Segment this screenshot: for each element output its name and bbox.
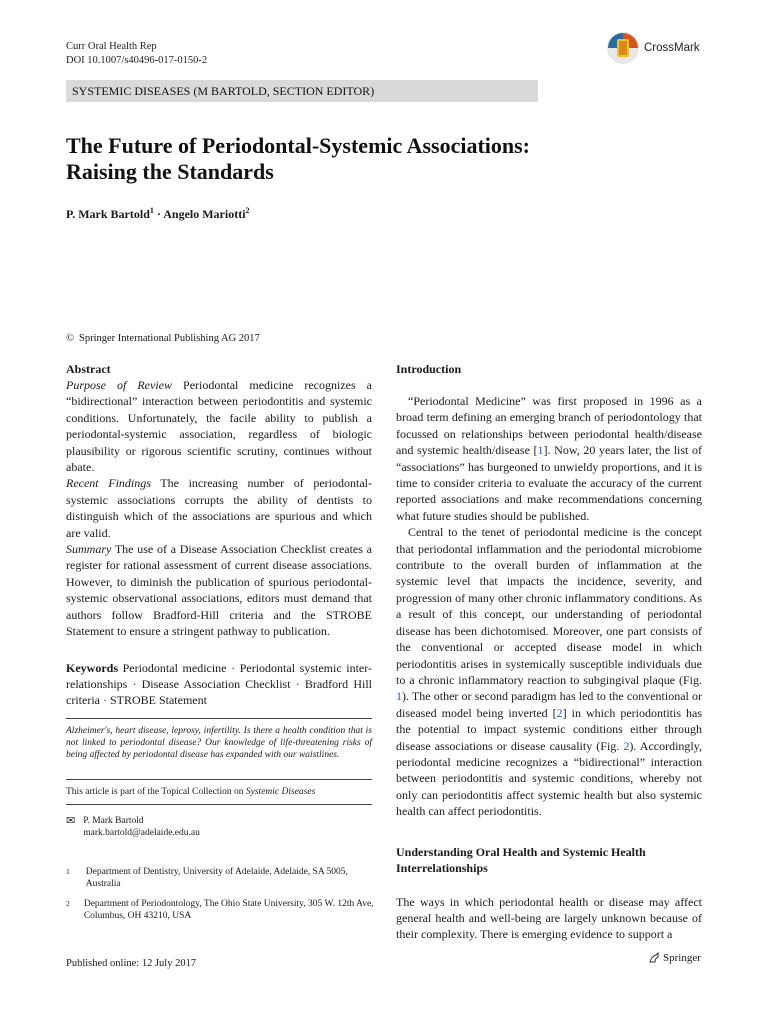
copyright-line	[66, 333, 260, 344]
author-2[interactable]: Angelo Mariotti	[163, 207, 246, 221]
author-1[interactable]: P. Mark Bartold	[66, 207, 150, 221]
envelope-icon: ✉	[66, 815, 76, 827]
affiliation-2	[66, 898, 376, 922]
introduction-heading: Introduction	[396, 362, 462, 376]
affiliation-2-number: 2	[66, 899, 70, 908]
abstract-findings	[66, 475, 372, 541]
fig-1-link[interactable]: 1	[396, 689, 402, 704]
crossmark-badge[interactable]	[606, 30, 716, 66]
intro-p1-text-a: “Periodontal Medicine” was first proposed in 1996 as a broad term defining an emerging branch of periodontology that focussed on relationships between periodontal health/disease and systemic health/disease [	[396, 394, 702, 458]
keywords	[66, 660, 372, 709]
crossmark-label: CrossMark	[644, 42, 700, 54]
correspondence	[66, 815, 200, 839]
introduction-paragraph-1	[396, 393, 702, 524]
epigraph-box	[66, 718, 372, 761]
springer-label: Springer	[663, 952, 701, 964]
section-2-paragraph-1: The ways in which periodontal health or disease may affect general health and well-being are largely unknown because of their complexity. There is emerging evidence to support a	[396, 894, 702, 942]
affiliation-2-text: Department of Periodontology, The Ohio State University, 305 W. 12th Ave, Columbus, OH 43210, USA	[83, 899, 374, 921]
section-2-heading: Understanding Oral Health and Systemic Health Interrelationships	[396, 844, 646, 875]
findings-label: Recent Findings	[66, 476, 151, 491]
purpose-label: Purpose of Review	[66, 378, 173, 392]
crossmark-icon	[606, 31, 640, 65]
correspondence-name: P. Mark Bartold	[83, 816, 144, 826]
topical-collection-note	[66, 779, 372, 805]
title-line-2: Raising the Standards	[66, 159, 274, 184]
author-separator: ·	[153, 207, 164, 221]
journal-name: Curr Oral Health Rep	[66, 41, 157, 52]
keywords-label: Keywords	[66, 660, 118, 675]
intro-p2-text-c: ] in which periodontitis has the potential to impact systemic conditions either through disease associations or disease causality (Fig.	[396, 705, 702, 753]
intro-p2-text-d: ). Accordingly, periodontal medicine recognizes a “bidirectional” interaction between periodontitis and systemic conditions, whereby not only can periodontitis affect systemic health but also systemic health can affect periodontitis.	[396, 738, 702, 819]
section-bar: SYSTEMIC DISEASES (M BARTOLD, SECTION EDITOR)	[66, 80, 538, 102]
title-line-1: The Future of Periodontal-Systemic Associations:	[66, 133, 531, 158]
affiliation-1-text: Department of Dentistry, University of Adelaide, Adelaide, SA 5005, Australia	[85, 867, 348, 889]
intro-p2-text-a: Central to the tenet of periodontal medicine is the concept that periodontal inflammation and the periodontal microbiome contribute to the overall burden of inflammation at the systemic level that impacts the incidence, severity, and progression of many other chronic inflammatory conditions. As a result of this concept, our understanding of periodontal disease has been dichotomised. Moreover, one part consists of the conventional or accepted disease model in which periodontitis arises in systemically susceptible individuals due to a chronic inflammatory reaction to subgingival plaque (Fig.	[396, 525, 702, 687]
fig-2-link[interactable]: 2	[623, 738, 630, 753]
ref-1-link[interactable]: 1	[537, 443, 544, 458]
copyright-icon: ©	[66, 333, 74, 344]
author-2-affil: 2	[245, 206, 250, 215]
author-list	[66, 206, 250, 222]
collection-link[interactable]: Systemic Diseases	[245, 787, 316, 797]
author-1-affil: 1	[149, 206, 154, 215]
summary-text: The use of a Disease Association Checklist creates a register for rational assessment of current disease associations. However, to diminish the publication of spurious periodontal-systemic observational associations, editors must demand that authors follow Bradford-Hill criteria and the STROBE Statement to ensure a stringent pathway to publication.	[66, 542, 372, 639]
abstract-summary	[66, 541, 372, 639]
correspondence-email[interactable]: mark.bartold@adelaide.edu.au	[83, 828, 200, 838]
epigraph-quote: Alzheimer's, heart disease, leprosy, infertility. Is there a health condition that is not linked to periodontal disease? Our knowledge of life-threatening risks of being affected by periodontal disease has expanded with our waistlines.	[66, 726, 372, 760]
abstract-column	[66, 362, 372, 709]
affiliation-1	[66, 866, 376, 890]
doi[interactable]: DOI 10.1007/s40496-017-0150-2	[66, 55, 208, 66]
affiliation-1-number: 1	[66, 867, 70, 876]
abstract-purpose	[66, 377, 372, 475]
keywords-text: Periodontal medicine · Periodontal systemic inter-relationships · Disease Association Checklist · Bradford Hill criteria · STROBE Statement	[66, 660, 372, 708]
intro-p2-text-b: ). The other or second paradigm has led to the conventional or diseased model being inverted [	[396, 689, 702, 720]
springer-logo	[648, 952, 701, 964]
introduction-paragraph-2	[396, 524, 702, 819]
collection-prefix: This article is part of the Topical Collection on	[66, 787, 246, 797]
article-title	[66, 133, 706, 185]
published-date: Published online: 12 July 2017	[66, 958, 197, 969]
findings-text: The increasing number of periodontal-systemic associations corrupts the ability of dentists to distinguish which of the associations are spurious and which are valid.	[66, 476, 372, 540]
running-header	[66, 40, 207, 68]
purpose-text: Periodontal medicine recognizes a “bidirectional” interaction between periodontitis and systemic conditions. Unfortunately, the facile ability to publish a periodontal-systemic association, regardless of biologic plausibility or rigorous scientific scrutiny, continues without abate.	[66, 378, 373, 475]
abstract-heading: Abstract	[66, 362, 111, 376]
springer-horse-icon	[648, 952, 660, 964]
summary-label: Summary	[66, 542, 112, 557]
copyright-text: Springer International Publishing AG 2017	[78, 333, 260, 344]
main-text-column	[396, 362, 702, 943]
ref-2-link[interactable]: 2	[556, 705, 563, 720]
intro-p1-text-b: ]. Now, 20 years later, the list of “associations” has burgeoned to unwieldy proportions, and it is time to consider criteria to evaluate the accuracy of the current reported associations and make recommendations concerning what future studies should be published.	[396, 443, 703, 523]
